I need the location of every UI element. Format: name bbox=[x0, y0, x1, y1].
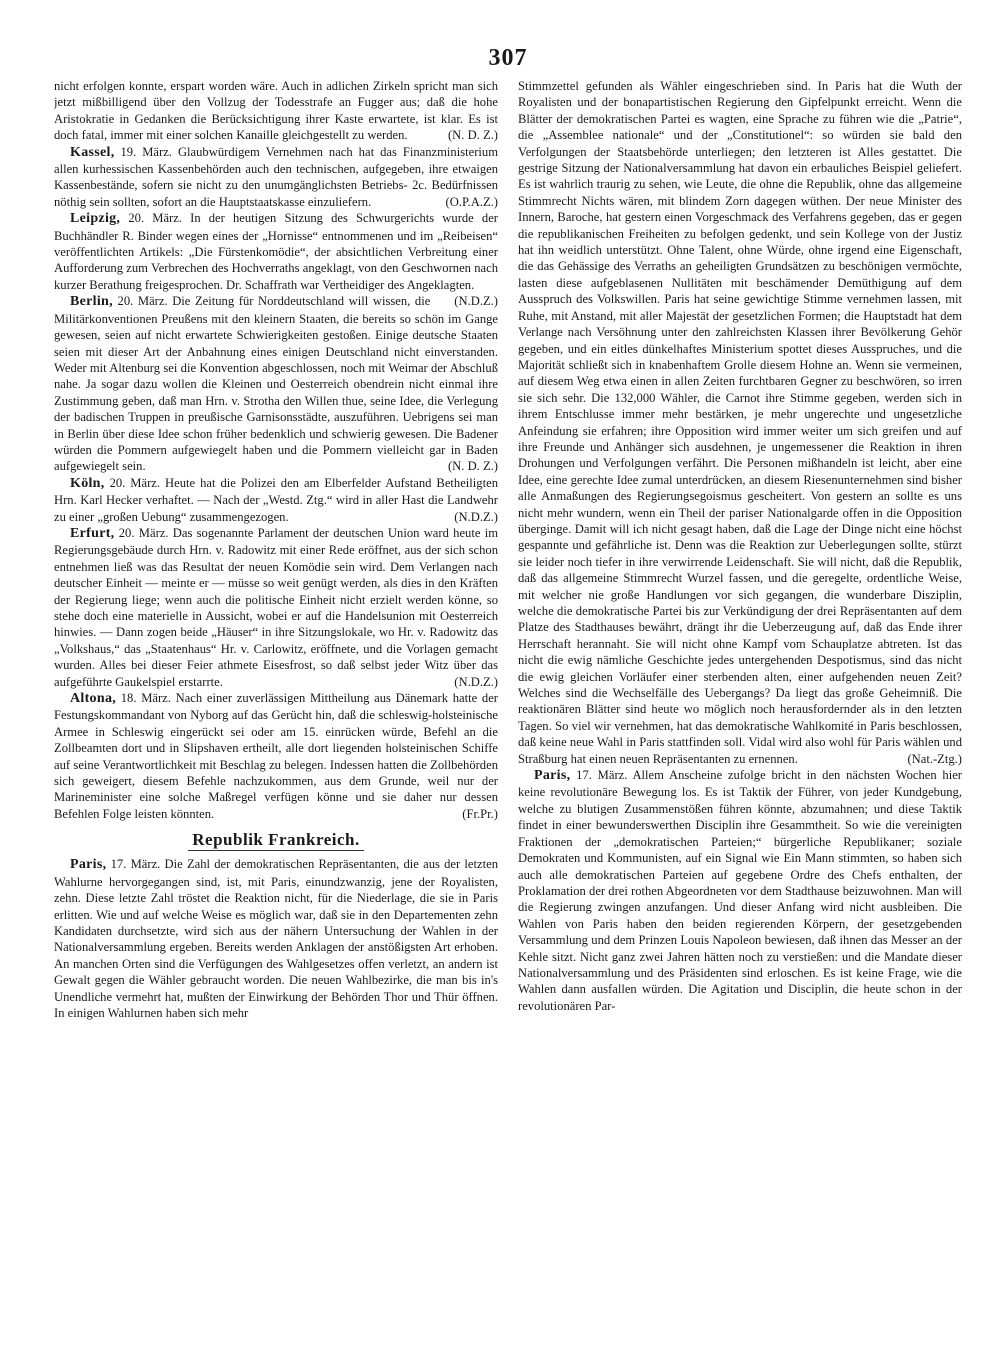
dateline: Kassel, bbox=[70, 144, 115, 160]
article-erfurt bbox=[54, 525, 498, 690]
article-paris-1 bbox=[54, 856, 498, 1021]
dateline: Berlin, bbox=[70, 294, 113, 310]
right-column bbox=[518, 78, 962, 1338]
article-source: (N. D. Z.) bbox=[447, 128, 498, 143]
section-heading-text: Republik Frankreich. bbox=[188, 830, 363, 851]
dateline: Paris, bbox=[534, 768, 571, 784]
dateline: Altona, bbox=[70, 691, 117, 707]
article-text: 17. März. Allem Anscheine zufolge bricht in den nächsten Wochen hier keine revolutionäre Bewegung los. Es ist Taktik der Führer, von jeder Kundgebung, welche zu blutigen Zusammenstößen führen könnte, abzumahnen; und diese Taktik findet in einer bewunderswerthen Disciplin ihre Gesammtheit. So wie die vereinigten Fraktionen der „demokratischen Parteien;“ bürgerliche Republikaner; soziale Demokraten und Kommunisten, auf ein Signal wie Ein Mann stimmten, so haben sich auch alle demokratischen Parteien auf gegebene Ordre des Chefs enthalten, der Proklamation der drei rothen Abgeordneten vor dem Stadthause beizuwohnen. Man will die Regierung zwingen anzufangen. Und dieser Anfang wird nicht ausbleiben. Die Wahlen von Paris haben den beiden regierenden Körpern, der gesetzgebenden Versammlung und dem Prinzen Louis Napoleon bewiesen, daß ihnen das Messer an der Kehle sitzt. Nicht ganz zwei Jahren hätten noch zu verstießen: und die Mandate dieser Nationalversammlung und des Präsidenten sind erloschen. Es ist keine Frage, wie die Wahlen dann ausfallen würden. Die Agitation und Disciplin, die heute schon in der revolutionären Par- bbox=[518, 768, 962, 1013]
dateline: Köln, bbox=[70, 475, 105, 491]
article-paris-2 bbox=[518, 767, 962, 1014]
article-source: (N.D.Z.) bbox=[454, 674, 498, 689]
section-heading bbox=[54, 828, 498, 852]
article-source: (Fr.Pr.) bbox=[462, 806, 498, 821]
article-source: (N.D.Z.) bbox=[454, 509, 498, 524]
article-text: 18. März. Nach einer zuverlässigen Mittheilung aus Dänemark hatte der Festungskommandant von Nyborg auf das Gerücht hin, daß die schleswig-holsteinische Armee in Schleswig eingerückt sei oder am 15. einrücken würde, Befehl an die Zollbeamten dort und in Slipshaven ertheilt, alle dort liegenden holsteinischen Schiffe auf seine Verantwortlichkeit mit Beschlag zu belegen. Indessen hatten die Zollbehörden sich geweigert, diesem Befehle nachzukommen, aus dem Grunde, weil nur der Marineminister eine solche Maßregel verfügen könne und sie daher nur dessen Befehlen Folge leisten könnten. bbox=[54, 691, 498, 821]
article-text: 20. März. Die Zeitung für Norddeutschland will wissen, die Militärkonventionen Preußens mit den kleinern Staaten, die bereits so schön im Gange gewesen, seien auf nicht erwartete Schwierigkeiten gestoßen. Einige deutsche Staaten seien mit dieser Art der Anbahnung eines einigen Deutschland nicht einverstanden. Weder mit Altenburg sei die Konvention abgeschlossen, noch mit Weimar der Abschluß nahe. Ja sogar dazu wollen die Kleinen und Oesterreich obendrein nicht einmal ihre Zustimmung geben, daß man Hrn. v. Strotha den Willen thue, seine Idee, die Verlegung der badischen Truppen in preußische Garnisonsstädte, auszuführen. Uebrigens sei man in Berlin über diese Idee schon früher bedenklich und schwierig gewesen. Die Badener würden die Pommern aufgewiegelt haben und die Pommern vielleicht gar in Baden aufgewiegelt sein. bbox=[54, 294, 498, 474]
article-text: Stimmzettel gefunden als Wähler eingeschrieben sind. In Paris hat die Wuth der Royalisten und der bonapartistischen Regierung den Gipfelpunkt erreicht. Wenn die Blätter der demokratischen Partei es wagten, eine Sprache zu führen wie die „Patrie“, die „Assemblee nationale“ und der „Constitutionel“: so würden sie bald den Verfolgungen der Staatsbehörde unterliegen; den letzteren ist Alles gestattet. Die gestrige Sitzung der Nationalversammlung hat davon ein erbauliches Beispiel geliefert. Es ist wahrlich traurig zu sehen, wie Leute, die ohne die Republik, ohne das allgemeine Stimmrecht Nichts wären, mit blindem Zorn dagegen wüthen. Der neue Minister des Innern, Baroche, hat gestern einen Vorgeschmack des Verfahrens gegeben, das er gegen die republikanischen Freiheiten zu befolgen gedenkt, und sein Kollege von der Justiz hat ihn weidlich unterstützt. Ohne Talent, ohne Würde, ohne irgend eine Eigenschaft, die das Gehässige des Verraths an geheiligten Grundsätzen zu beschönigen vermöchte, lasten diese aufgeblasenen Nullitäten mit beschämender Demüthigung auf dem Ausspruch des Volkswillen. Paris hat seine gewichtige Stimme vernehmen lassen, mit Ruhe, mit Anstand, mit aller Majestät der gesetzlichen Formen; die Hauptstadt hat dem Verlange nach Versöhnung unter den zahlreichsten Klassen ihrer Bevölkerung Gehör gegeben, und ein eitles dünkelhaftes Ministerium spottet dieses Ausspruches, und die Majorität schließt sich in knabenhaftem Grolle diesem Hohne an. Wenn sie vermeinen, auf diesem Weg etwa einen in allen Zeiten furchtbaren Gegner zu beschwören, so irren sie sich sehr. Die 132,000 Wähler, die Carnot ihre Stimme gegeben, werden sich in ihrem Entschlusse immer mehr bestärken, je mehr ungerechte und ungesetzliche Anfeindung sie erfahren; ihre Opposition wird immer weiter um sich greifen und auf ihre Freunde und Anhänger sich ausdehnen, je ungemessener die Reaktion in ihren Drohungen und Verfolgungen verfährt. Die Personen mißhandeln ist leicht, aber eine Idee, eine gerechte Idee zumal unterdrücken, an diesem Riesenunternehmen sind bisher alle Anmaßungen des Regierungsegoismus gescheitert. Von gestern an sollte es uns nicht mehr wundern, wenn ein Theil der pariser Nationalgarde offen in die Opposition überginge. Damit will ich nicht gesagt haben, daß die Lage der Dinge nicht eine höchst gespannte und gefährliche ist. Denn was die Reaktion zur Ueberlegungen sollte, stürzt sie leider noch tiefer in ihre verwirrende Leidenschaft. Sie will nicht, daß die Republik, daß das allgemeine Stimmrecht Wurzel fassen, und die geregelte, ordentliche Weise, mit welcher nie große Handlungen vor sich gegangen, die wunderbare Disziplin, welche die demokratische Partei bis zur Verkündigung der drei Repräsentanten auf dem Platze des Stadthauses bewährt, drängt ihr die Ueberzeugung auf, daß das Ende ihrer Herrschaft herannaht. Sie will nicht ohne Kampf vom Schauplatze abtreten. Ist das nicht die ewig nämliche Geschichte jedes untergehenden Despotismus, sind das nicht die ewig gleichen Vorläufer einer sterbenden alten, einer aufgehenden neuen Zeit? Welches sind die Wechselfälle des Uebergangs? Da liegt das große Geheimniß. Die reaktionären Blätter sind heute wo möglich noch herausfordernder als in den letzten Tagen. So viel wir vernehmen, hat das demokratische Wahlkomité in Paris beschlossen, daß keine neue Wahl in Paris stattfinden soll. Vidal wird also wohl für Paris wählen und Straßburg hat einen neuen Repräsentanten zu ernennen. bbox=[518, 79, 962, 766]
article-koeln bbox=[54, 475, 498, 525]
columns bbox=[54, 78, 962, 1338]
article-text: 19. März. Glaubwürdigem Vernehmen nach hat das Finanzministerium allen kurhessischen Kassenbehörden auch den technischen, aufgegeben, ihre etwaigen Kassenbestände, sofern sie nicht zu den unumgänglichsten Betriebs- 2c. Bedürfnissen nöthig sein sollten, sofort an die Hauptstaatskasse einzuliefern. bbox=[54, 144, 498, 209]
article-altona bbox=[54, 690, 498, 822]
article-paris-1-continued bbox=[518, 78, 962, 767]
article-source: (Nat.-Ztg.) bbox=[907, 751, 962, 766]
article-kassel bbox=[54, 144, 498, 211]
article-berlin bbox=[54, 293, 498, 474]
article-text: 20. März. In der heutigen Sitzung des Schwurgerichts wurde der Buchhändler R. Binder wegen eines der „Hornisse“ entnommenen und im „Reibeisen“ veröffentlichten Artikels: „Die Fürstenkomödie“, der absichtlichen Verbreitung einer Aufforderung zum Verbrechen des Hochverraths angeklagt, von den Geschwornen nach kurzer Berathung freigesprochen. Dr. Schaffrath war Vertheidiger des Angeklagten. bbox=[54, 211, 498, 292]
article-text: 20. März. Heute hat die Polizei den am Elberfelder Aufstand Betheiligten Hrn. Karl Hecker verhaftet. — Nach der „Westd. Ztg.“ wird in aller Hast die Landwehr zu einer „großen Uebung“ zusammengezogen. bbox=[54, 475, 498, 524]
page-number: 307 bbox=[488, 45, 528, 71]
dateline: Erfurt, bbox=[70, 525, 115, 541]
dateline: Leipzig, bbox=[70, 211, 121, 227]
article-text: 17. März. Die Zahl der demokratischen Repräsentanten, die aus der letzten Wahlurne hervorgegangen sind, ist, mit Paris, einundzwanzig, jene der Royalisten, zehn. Diese letzte Zahl tröstet die Reaktion nicht, für die Niederlage, die sie in Paris erlitten. Wie und auf welche Weise es möglich war, daß sie in den Departementen zehn Kandidaten durchsetzte, wird sich aus der nähern Untersuchung der Wahlen in der Nationalversammlung ergeben. Bereits werden Anklagen der anstößigsten Art erhoben. An manchen Orten sind die Verfügungen des Wahlgesetzes offen verletzt, an andern ist Gewalt gegen die Wähler gebraucht worden. Die neuen Wahlbezirke, die man bis in's Unendliche vermehrt hat, mußten der Einwirkung der Behörden Thor und Thür öffnen. In einigen Wahlurnen haben sich mehr bbox=[54, 857, 498, 1020]
article-text: 20. März. Das sogenannte Parlament der deutschen Union ward heute im Regierungsgebäude durch Hrn. v. Radowitz mit einer Rede eröffnet, aus der sich schon entnehmen ließ was das Resultat der neuen Komödie sein wird. Dem Verlangen nach deutscher Einheit — meinte er — müsse so weit genügt werden, als dies in den Kräften der Regierung liege; wenn auch die politische Einheit nicht erzielt werden könne, so stehe doch eine materielle in Aussicht, wobei er auf die Handelsunion mit Oesterreich hinwies. — Dann zogen beide „Häuser“ in ihre Sitzungslokale, wo Hr. v. Radowitz das „Volkshaus,“ das „Staatenhaus“ Hr. v. Carlowitz, eröffnete, und die Vorlagen gemacht wurden. Alles bei dieser Feier athmete Eisesfrost, so daß selbst jeder Witz über das aufgeführte Gaukelspiel erstarrte. bbox=[54, 525, 498, 689]
article-source: (O.P.A.Z.) bbox=[445, 194, 498, 209]
left-column bbox=[54, 78, 498, 1338]
article-source: (N. D. Z.) bbox=[447, 459, 498, 474]
article-source: (N.D.Z.) bbox=[454, 294, 498, 309]
article-fugger bbox=[54, 78, 498, 144]
dateline: Paris, bbox=[70, 857, 107, 873]
article-text: nicht erfolgen konnte, erspart worden wäre. Auch in adlichen Zirkeln spricht man sich jetzt mißbilligend über den Vollzug der Todesstrafe an Fugger aus; daß die hohe Aristokratie in Gedanken die Berücksichtigung ihrer Kaste erwartete, ist klar. Es ist doch fatal, immer mit einer solchen Kanaille gleichgestellt zu werden. bbox=[54, 79, 498, 143]
